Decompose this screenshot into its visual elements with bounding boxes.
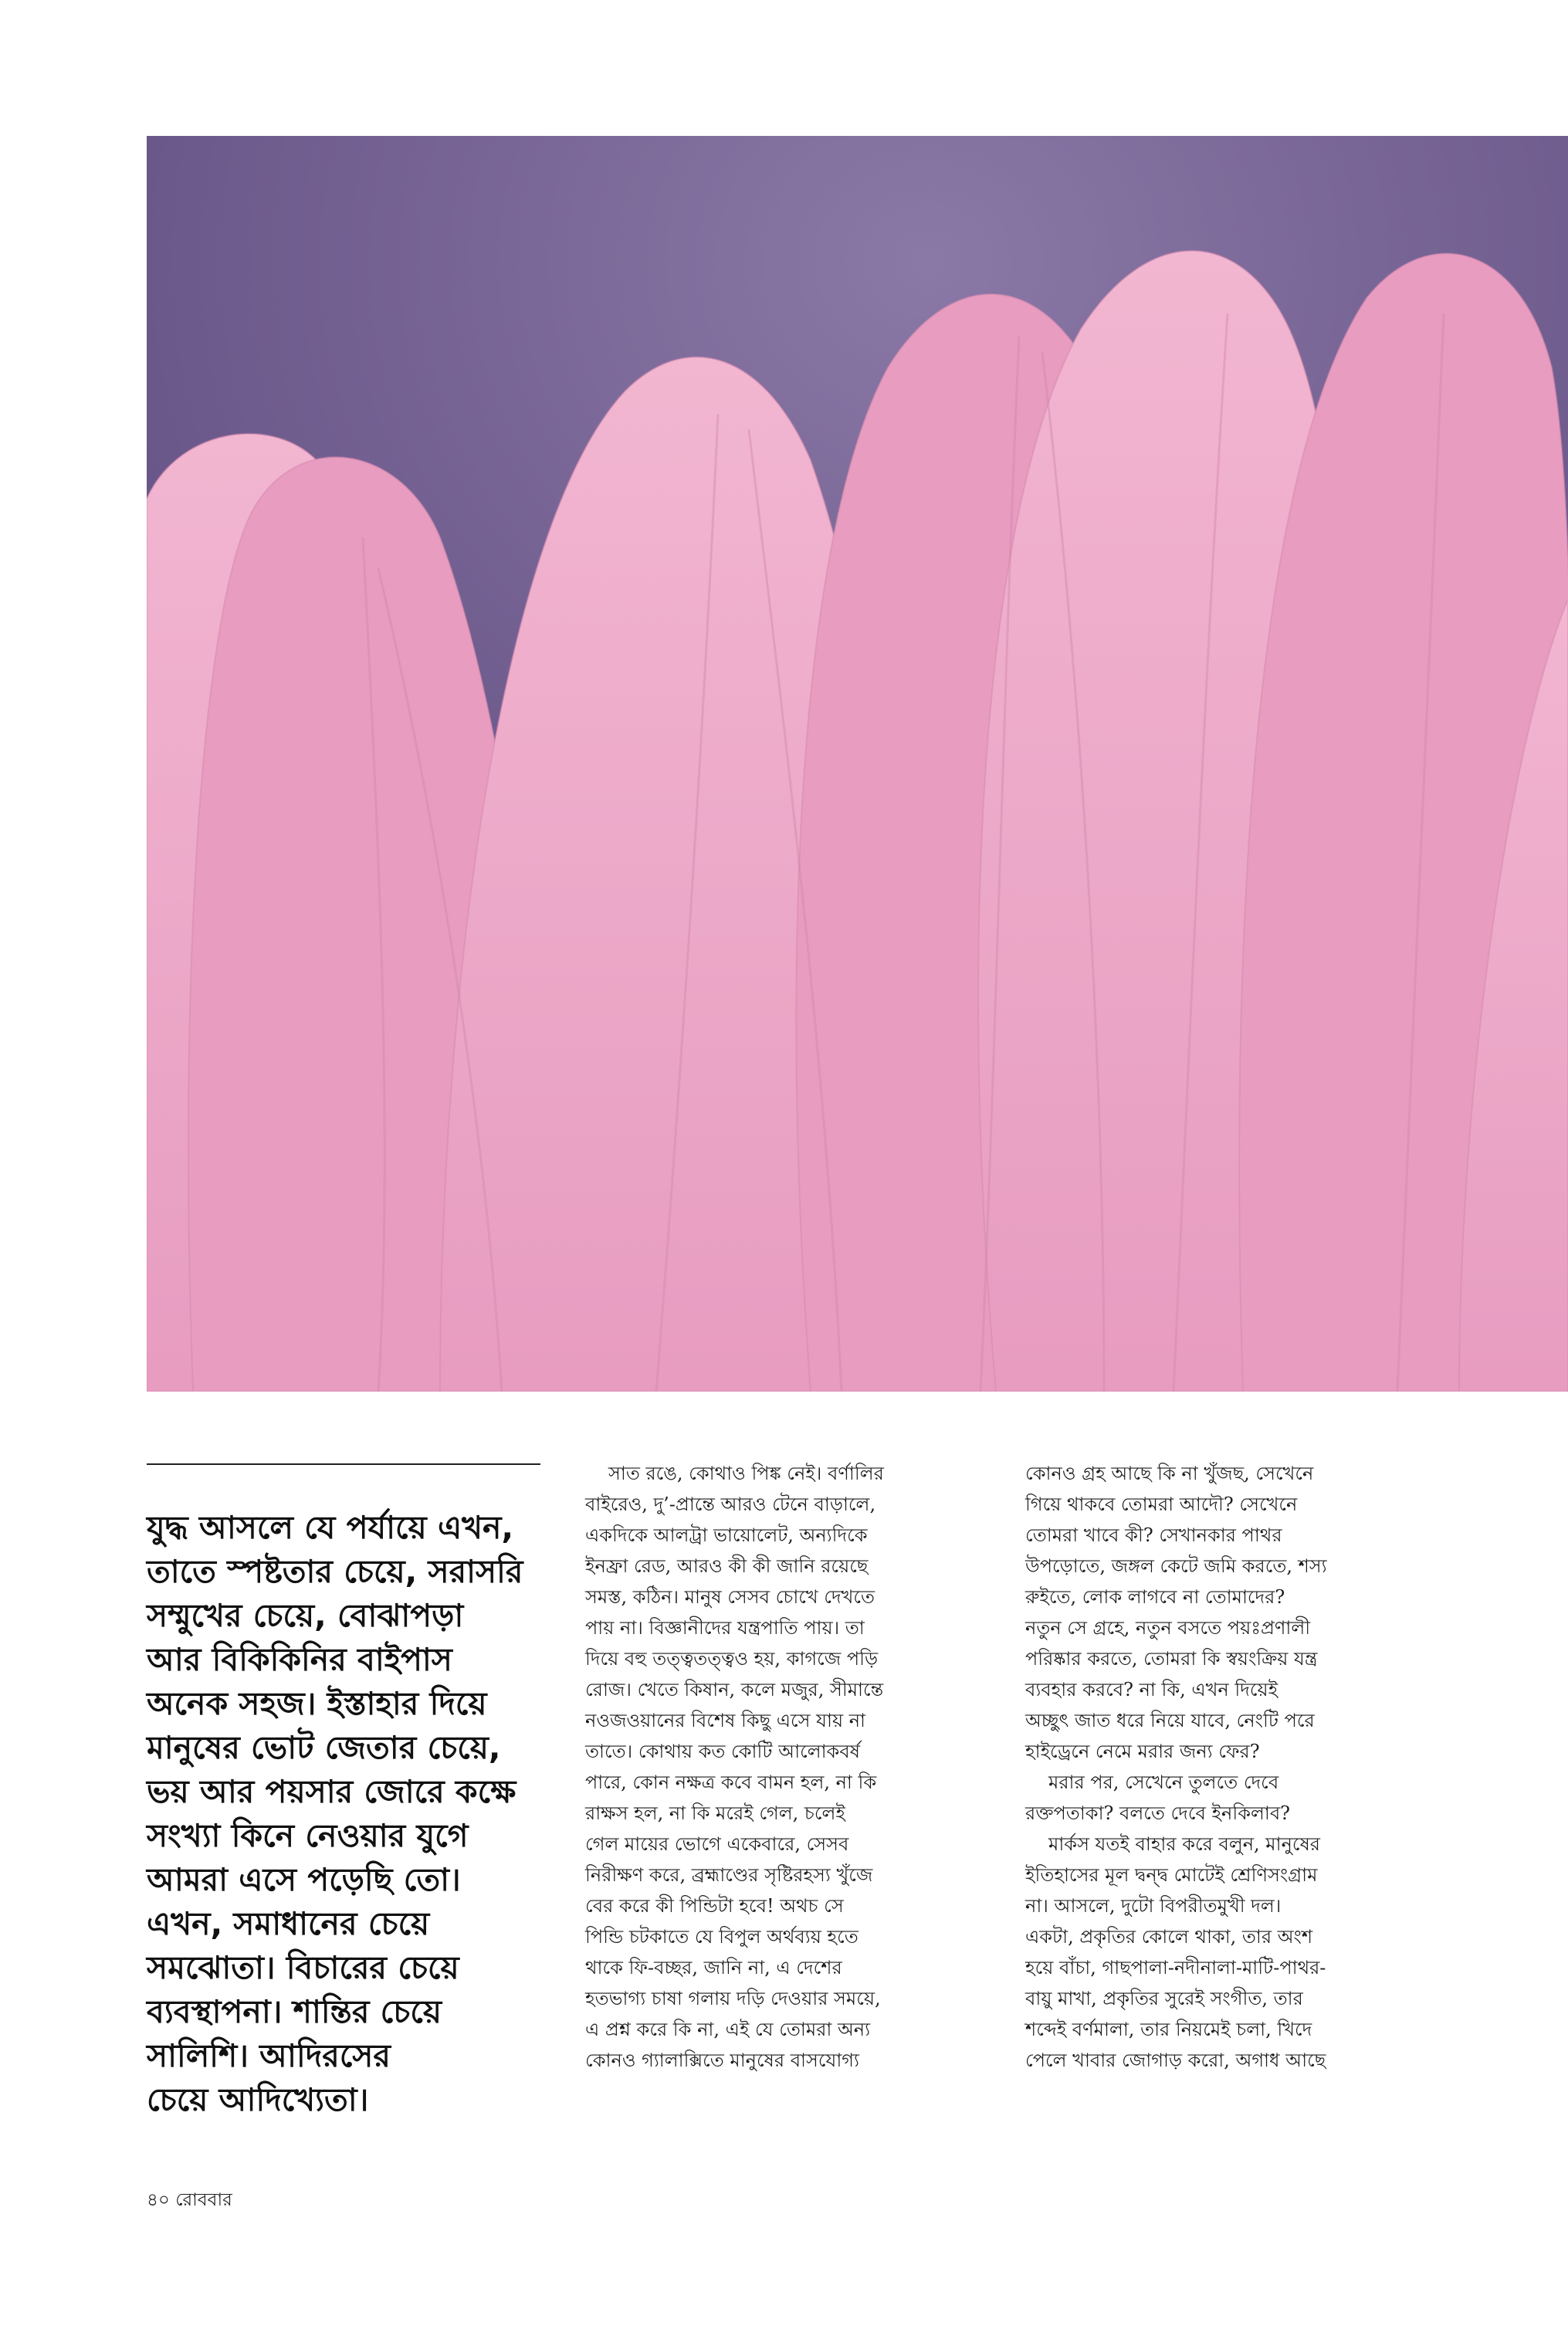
body-line: এ প্রশ্ন করে কি না, এই যে তোমরা অন্য	[585, 2019, 871, 2040]
pull-quote-line: আর বিকিকিনির বাইপাস	[147, 1641, 452, 1678]
body-line: বাইরেও, দু’-প্রান্তে আরও টেনে বাড়ালে,	[585, 1494, 876, 1515]
body-line: পায় না। বিজ্ঞানীদের যন্ত্রপাতি পায়। তা	[585, 1617, 865, 1639]
body-line: ইতিহাসের মূল দ্বন্দ্ব মোটেই শ্রেণিসংগ্রাম	[1025, 1864, 1318, 1886]
body-line: পারে, কোন নক্ষত্র কবে বামন হল, না কি	[585, 1772, 877, 1793]
body-line: নওজওয়ানের বিশেষ কিছু এসে যায় না	[585, 1710, 866, 1731]
body-line: একদিকে আলট্রা ভায়োলেট, অন্যদিকে	[585, 1524, 868, 1546]
body-line: তাতে। কোথায় কত কোটি আলোকবর্ষ	[585, 1741, 860, 1762]
body-line: পরিষ্কার করতে, তোমরা কি স্বয়ংক্রিয় যন্ত্র	[1025, 1648, 1318, 1670]
body-line: পিন্ডি চটকাতে যে বিপুল অর্থব্যয় হতে	[585, 1926, 859, 1948]
body-line: কোনও গ্যালাক্সিতে মানুষের বাসযোগ্য	[585, 2050, 859, 2071]
pull-quote-line: সালিশি। আদিরসের	[147, 2037, 391, 2074]
body-line: অচ্ছুৎ জাত ধরে নিয়ে যাবে, নেংটি পরে	[1025, 1710, 1315, 1731]
body-line: রুইতে, লোক লাগবে না তোমাদের?	[1025, 1586, 1285, 1608]
body-line: বের করে কী পিন্ডিটা হবে! অথচ সে	[585, 1895, 844, 1917]
body-line: না। আসলে, দুটো বিপরীতমুখী দল।	[1025, 1895, 1282, 1917]
body-line: একটা, প্রকৃতির কোলে থাকা, তার অংশ	[1025, 1926, 1313, 1948]
body-line: রোজ। খেতে কিষান, কলে মজুর, সীমান্তে	[585, 1679, 884, 1700]
body-line: উপড়োতে, জঙ্গল কেটে জমি করতে, শস্য	[1025, 1555, 1327, 1577]
flower-petals-photo	[147, 136, 1568, 1392]
body-line: সমস্ত, কঠিন। মানুষ সেসব চোখে দেখতে	[585, 1586, 875, 1608]
body-line: নিরীক্ষণ করে, ব্রহ্মাণ্ডের সৃষ্টিরহস্য খুঁজে	[585, 1864, 873, 1886]
pull-quote-line: সমঝোতা। বিচারের চেয়ে	[147, 1949, 459, 1986]
body-line: থাকে ফি-বচ্ছর, জানি না, এ দেশের	[585, 1957, 842, 1978]
pull-quote-line: সংখ্যা কিনে নেওয়ার যুগে	[147, 1817, 469, 1854]
body-line: ব্যবহার করবে? না কি, এখন দিয়েই	[1025, 1679, 1278, 1700]
body-line: দিয়ে বহু তত্ত্বতত্ত্বও হয়, কাগজে পড়ি	[585, 1648, 879, 1670]
pull-quote-line: এখন, সমাধানের চেয়ে	[147, 1905, 430, 1942]
pull-quote-line: ব্যবস্থাপনা। শান্তির চেয়ে	[147, 1993, 442, 2030]
body-line: রাক্ষস হল, না কি মরেই গেল, চলেই	[585, 1802, 845, 1824]
pull-quote-line: ভয় আর পয়সার জোরে কক্ষে	[147, 1773, 516, 1810]
body-line: তোমরা খাবে কী? সেখানকার পাথর	[1025, 1524, 1282, 1546]
body-line: হতভাগ্য চাষা গলায় দড়ি দেওয়ার সময়ে,	[585, 1988, 881, 2009]
body-line: হয়ে বাঁচা, গাছপালা-নদীনালা-মাটি-পাথর-	[1025, 1957, 1326, 1978]
body-line: গেল মায়ের ভোগে একেবারে, সেসব	[585, 1833, 849, 1855]
body-line: ইনফ্রা রেড, আরও কী কী জানি রয়েছে	[585, 1555, 869, 1577]
pull-quote-line: আমরা এসে পড়েছি তো।	[147, 1861, 461, 1898]
pull-quote-line: সম্মুখের চেয়ে, বোঝাপড়া	[147, 1597, 464, 1634]
page-folio: ৪০ রোববার	[147, 2190, 232, 2210]
pull-quote-line: অনেক সহজ। ইস্তাহার দিয়ে	[147, 1685, 487, 1722]
pull-quote-line: চেয়ে আদিখ্যেতা।	[147, 2081, 369, 2118]
pull-quote	[147, 1506, 548, 2122]
pull-quote-line: মানুষের ভোট জেতার চেয়ে,	[147, 1729, 501, 1766]
body-line: নতুন সে গ্রহে, নতুন বসতে পয়ঃপ্রণালী	[1025, 1617, 1311, 1639]
body-line: মরার পর, সেখেনে তুলতে দেবে	[1048, 1772, 1279, 1793]
body-line: মার্কস যতই বাহার করে বলুন, মানুষের	[1048, 1833, 1321, 1855]
body-column-1	[585, 1458, 940, 2076]
body-line: গিয়ে থাকবে তোমরা আদৌ? সেখেনে	[1025, 1494, 1298, 1515]
body-line: রক্তপতাকা? বলতে দেবে ইনকিলাব?	[1025, 1802, 1291, 1824]
body-line: পেলে খাবার জোগাড় করো, অগাধ আছে	[1025, 2050, 1326, 2071]
body-column-2	[1025, 1458, 1380, 2076]
body-line: হাইড্রেনে নেমে মরার জন্য ফের?	[1025, 1741, 1260, 1762]
body-line: সাত রঙে, কোথাও পিঙ্ক নেই। বর্ণালির	[608, 1463, 884, 1484]
pull-quote-line: যুদ্ধ আসলে যে পর্যায়ে এখন,	[147, 1509, 514, 1546]
pull-quote-rule	[147, 1463, 540, 1465]
body-line: কোনও গ্রহ আছে কি না খুঁজছ, সেখেনে	[1025, 1463, 1314, 1484]
body-line: শব্দেই বর্ণমালা, তার নিয়মেই চলা, খিদে	[1025, 2019, 1312, 2040]
pull-quote-line: তাতে স্পষ্টতার চেয়ে, সরাসরি	[147, 1553, 523, 1590]
body-line: বায়ু মাখা, প্রকৃতির সুরেই সংগীত, তার	[1025, 1988, 1303, 2009]
